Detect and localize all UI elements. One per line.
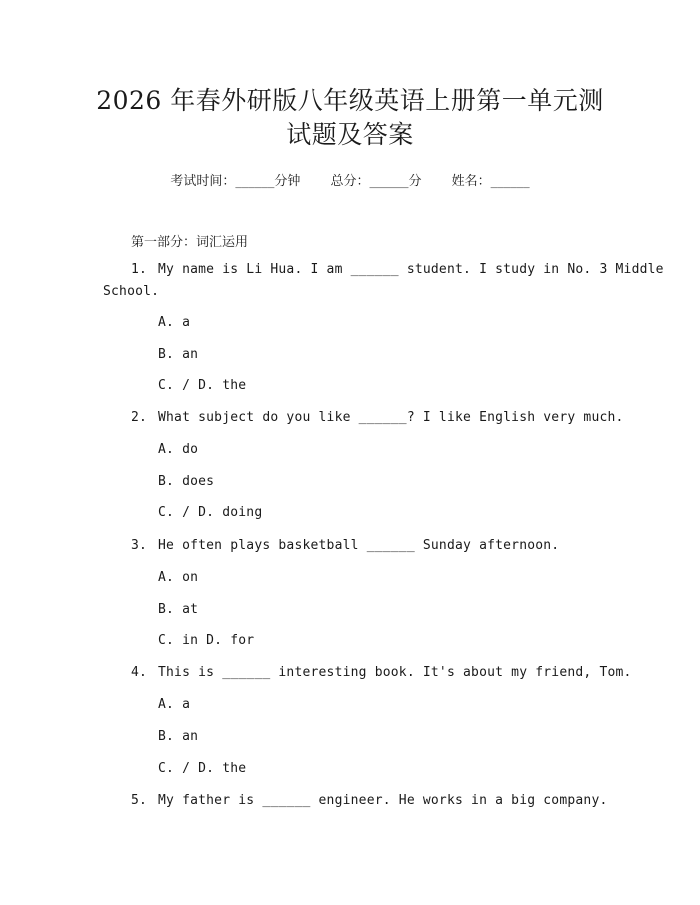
question-text: What subject do you like ______? I like English very much. bbox=[158, 410, 624, 425]
page-title-line-1: 2026 年春外研版八年级英语上册第一单元测 bbox=[96, 86, 604, 115]
question-2 bbox=[131, 410, 624, 425]
question-1-option-cd: C. / D. the bbox=[158, 378, 247, 393]
question-number: 4. bbox=[131, 665, 148, 680]
question-number: 3. bbox=[131, 538, 148, 553]
question-3-option-cd: C. in D. for bbox=[158, 633, 255, 648]
question-2-option-cd: C. / D. doing bbox=[158, 505, 263, 520]
question-3 bbox=[131, 538, 559, 553]
question-2-option-b: B. does bbox=[158, 474, 215, 489]
question-text: This is ______ interesting book. It's about my friend, Tom. bbox=[158, 665, 632, 680]
question-1 bbox=[131, 262, 664, 277]
section-heading: 第一部分：词汇运用 bbox=[131, 235, 249, 250]
question-2-option-a: A. do bbox=[158, 442, 199, 457]
question-text: He often plays basketball ______ Sunday afternoon. bbox=[158, 538, 560, 553]
exam-time: 考试时间：______分钟 bbox=[170, 174, 301, 189]
question-number: 5. bbox=[131, 793, 148, 808]
question-number: 1. bbox=[131, 262, 148, 277]
page-title-line-2: 试题及答案 bbox=[286, 120, 414, 149]
question-4 bbox=[131, 665, 632, 680]
exam-meta bbox=[0, 170, 700, 189]
question-4-option-cd: C. / D. the bbox=[158, 761, 247, 776]
question-1-option-a: A. a bbox=[158, 315, 191, 330]
question-4-option-b: B. an bbox=[158, 729, 199, 744]
question-number: 2. bbox=[131, 410, 148, 425]
question-text: My name is Li Hua. I am ______ student. I study in No. 3 Middle bbox=[158, 262, 664, 277]
question-1-option-b: B. an bbox=[158, 347, 199, 362]
student-name: 姓名：______ bbox=[451, 174, 530, 189]
question-text: My father is ______ engineer. He works in a big company. bbox=[158, 793, 608, 808]
exam-total-score: 总分：______分 bbox=[330, 174, 422, 189]
question-3-option-b: B. at bbox=[158, 602, 199, 617]
question-5 bbox=[131, 793, 608, 808]
question-4-option-a: A. a bbox=[158, 697, 191, 712]
question-1-continued: School. bbox=[103, 284, 160, 299]
question-3-option-a: A. on bbox=[158, 570, 199, 585]
